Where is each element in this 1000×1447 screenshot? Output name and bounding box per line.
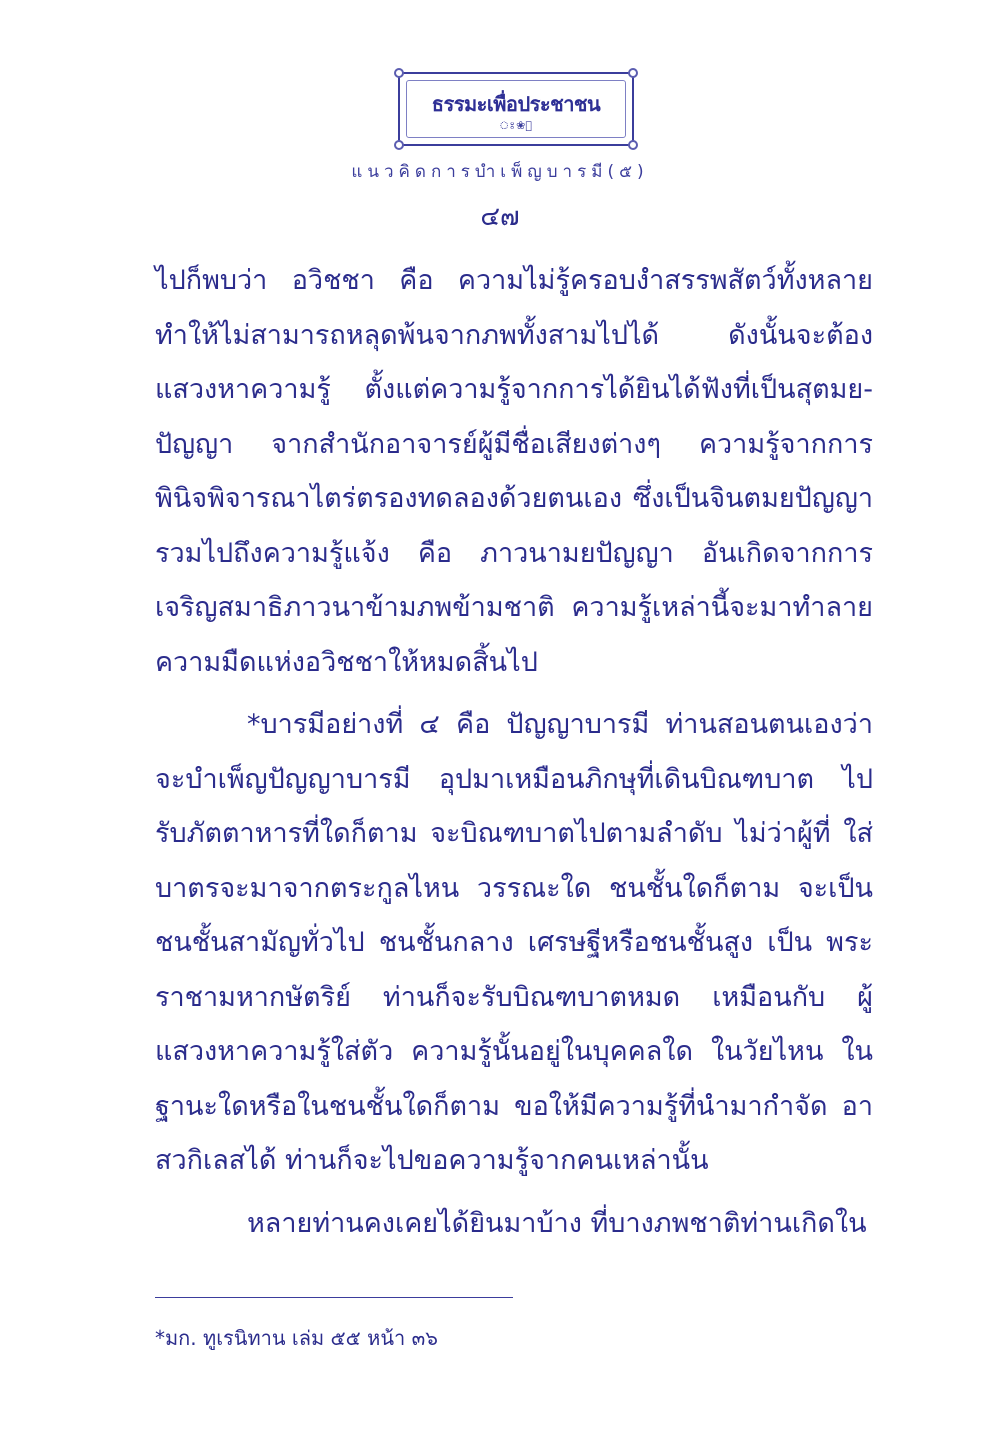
logo-corner-ornament bbox=[394, 140, 404, 150]
logo-corner-ornament bbox=[394, 68, 404, 78]
logo-corner-ornament bbox=[628, 140, 638, 150]
footnote: *มก. ทูเรนิทาน เล่ม ๕๕ หน้า ๓๖ bbox=[155, 1326, 438, 1350]
paragraph: ไปก็พบว่า อวิชชา คือ ความไม่รู้ครอบงำสรรพสัตว์ทั้งหลาย ทำให้ไม่สามารถหลุดพ้นจากภพทั้งสามไปได้ ดังนั้นจะต้อง แสวงหาความรู้ ตั้งแต่ความรู้จากการได้ยินได้ฟังที่เป็นสุตมย-ปัญญา จากสำนักอาจารย์ผู้มีชื่อเสียงต่างๆ ความรู้จากการ พินิจพิจารณาไตร่ตรองทดลองด้วยตนเอง ซึ่งเป็นจินตมยปัญญา รวมไปถึงความรู้แจ้ง คือ ภาวนามยปัญญา อันเกิดจากการ เจริญสมาธิภาวนาข้ามภพข้ามชาติ ความรู้เหล่านี้จะมาทำลาย ความมืดแห่งอวิชชาให้หมดสิ้นไป bbox=[155, 265, 873, 678]
book-logo bbox=[398, 72, 634, 146]
logo-title: ธรรมะเพื่อประชาชน bbox=[431, 92, 601, 116]
logo-corner-ornament bbox=[628, 68, 638, 78]
running-header: แนวคิดการบำเพ็ญบารมี(๕) bbox=[351, 162, 649, 182]
footnote-divider bbox=[155, 1297, 513, 1298]
logo-ornament-icon: ঃ❀ঃ bbox=[499, 119, 533, 132]
paragraph: หลายท่านคงเคยได้ยินมาบ้าง ที่บางภพชาติท่านเกิดใน bbox=[247, 1207, 867, 1239]
paragraph: *บารมีอย่างที่ ๔ คือ ปัญญาบารมี ท่านสอนตนเองว่า จะบำเพ็ญปัญญาบารมี อุปมาเหมือนภิกษุที่เดินบิณฑบาต ไป รับภัตตาหารที่ใดก็ตาม จะบิณฑบาตไปตามลำดับ ไม่ว่าผู้ที่ ใส่บาตรจะมาจากตระกูลไหน วรรณะใด ชนชั้นใดก็ตาม จะเป็น ชนชั้นสามัญทั่วไป ชนชั้นกลาง เศรษฐีหรือชนชั้นสูง เป็น พระราชามหากษัตริย์ ท่านก็จะรับบิณฑบาตหมด เหมือนกับ ผู้แสวงหาความรู้ใส่ตัว ความรู้นั้นอยู่ในบุคคลใด ในวัยไหน ในฐานะใดหรือในชนชั้นใดก็ตาม ขอให้มีความรู้ที่นำมากำจัด อาสวกิเลสได้ ท่านก็จะไปขอความรู้จากคนเหล่านั้น bbox=[155, 709, 873, 1176]
page-number: ๔๗ bbox=[480, 202, 520, 232]
main-text bbox=[155, 254, 873, 1259]
